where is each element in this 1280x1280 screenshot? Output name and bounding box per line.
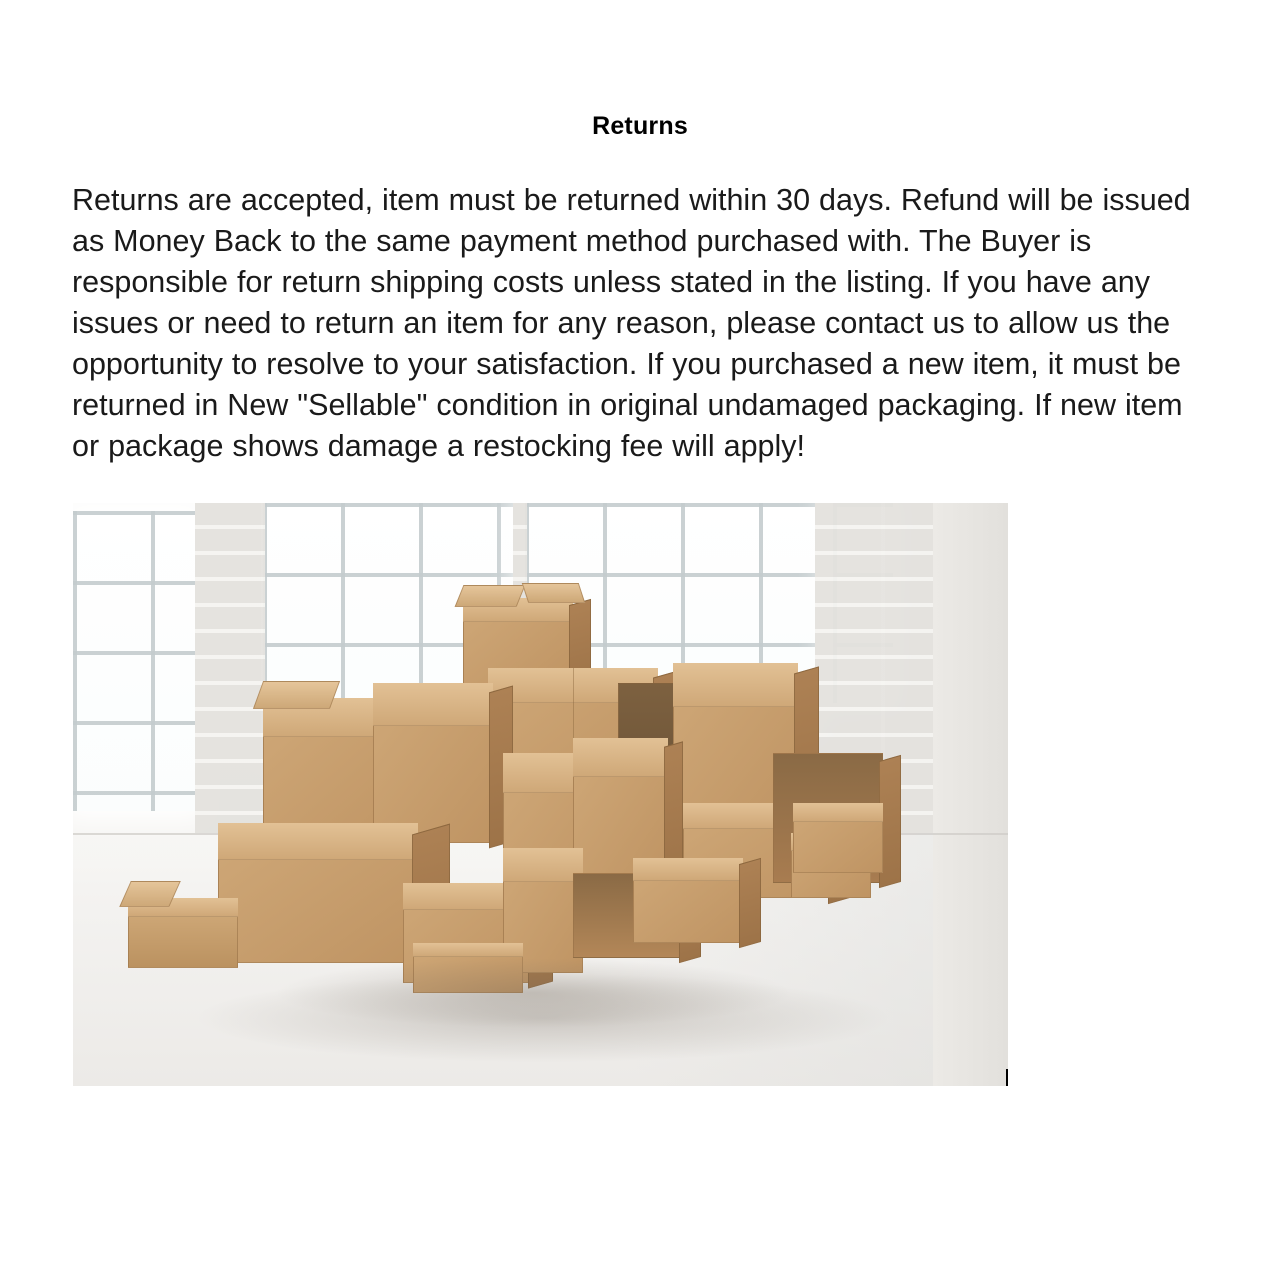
box-top — [633, 858, 743, 881]
box-flap — [455, 585, 526, 607]
box-top — [373, 683, 493, 726]
box-top — [673, 663, 798, 707]
box-top — [503, 848, 583, 882]
box-side — [739, 858, 761, 948]
right-wall — [933, 503, 1008, 1086]
cardboard-box-open — [128, 898, 238, 968]
window-left — [73, 511, 195, 811]
box-top — [218, 823, 418, 860]
box-top — [793, 803, 883, 822]
cardboard-box — [373, 683, 493, 843]
boxes-contact-shadow — [273, 958, 793, 1028]
photo-scene — [73, 503, 1008, 1086]
box-flap — [522, 583, 585, 603]
page-title: Returns — [592, 112, 688, 140]
cardboard-box — [793, 803, 883, 873]
window-pane-grid — [73, 511, 195, 811]
box-flap — [253, 681, 340, 709]
box-top — [413, 943, 523, 957]
cardboard-box — [218, 823, 418, 963]
cardboard-box — [633, 858, 743, 943]
box-top — [573, 738, 668, 777]
text-cursor — [1006, 1069, 1008, 1086]
brick-wall-segment — [195, 503, 265, 833]
returns-boxes-photo — [73, 503, 1008, 1086]
returns-policy-text: Returns are accepted, item must be returned within 30 days. Refund will be issued as Money Back to the same payment method purchased with. The Buyer is responsible for return shipping costs unless stated in the listing. If you have any issues or need to return an item for any reason, please contact us to allow us the opportunity to resolve to your satisfaction. If you purchased a new item, it must be returned in New "Sellable" condition in original undamaged packaging. If new item or package shows damage a restocking fee will apply! — [72, 183, 1191, 463]
